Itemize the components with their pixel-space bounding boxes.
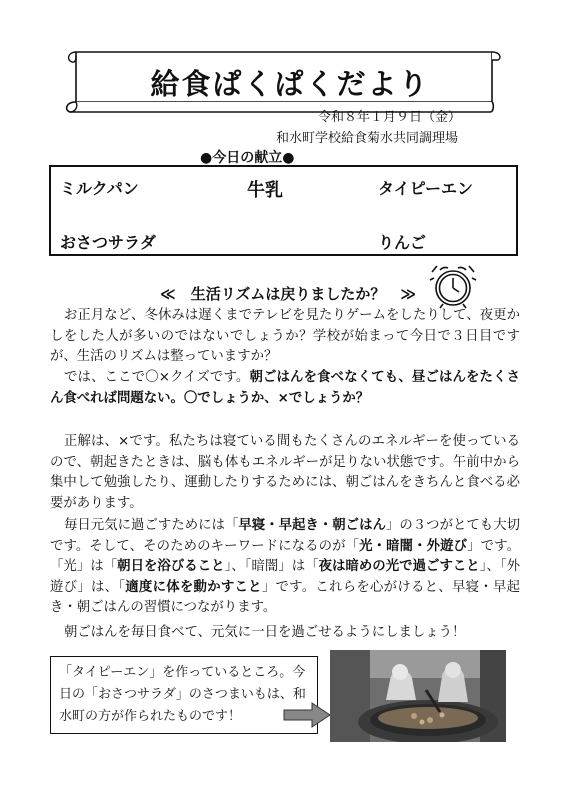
paragraph-closing: 朝ごはんを毎日食べて、元気に一日を過ごせるようにしましょう！ (64, 625, 466, 640)
school-name: 和水町学校給食菊水共同調理場 (276, 131, 459, 146)
menu-item: 牛乳 (247, 180, 283, 201)
menu-item: りんご (378, 233, 427, 252)
paragraph-quiz: では、ここで〇×クイズです。朝ごはんを食べなくても、昼ごはんをたくさん食べれば問題ない。〇でしょうか、×でしょうか？ (50, 370, 521, 406)
menu-item: タイピーエン (378, 179, 474, 198)
paragraph-intro: お正月など、冬休みは遅くまでテレビを見たりゲームをしたりして、夜更かしをした人が多いのではないでしょうか？学校が始まって今日で３日目ですが、生活のリズムは整っていますか？ (50, 308, 520, 364)
paragraph-keywords: 毎日元気に過ごすためには「早寝・早起き・朝ごはん」の３つがとても大切です。そして、そのためのキーワードになるのが「光・暗闇・外遊び」です。「光」は「朝日を浴びること」、「暗闇」は「夜は暗めの光で過ごすこと」、「外遊び」は、「適度に体を動かすこと」です。これらを心がけると、早寝・早起き・朝ごはんの習慣につながります。 (50, 518, 521, 615)
arrow-right-icon (282, 700, 332, 730)
menu-item: ミルクパン (60, 179, 139, 198)
photo-caption-box: 「タイピーエン」を作っているところ。今日の「おさつサラダ」のさつまいもは、和水町の方が作られたものです！ (50, 656, 318, 734)
menu-item: おさつサラダ (60, 233, 156, 252)
article-headline: ≪ 生活リズムは戻りましたか？ ≫ (160, 285, 417, 303)
cooking-photo (330, 650, 506, 742)
paragraph-answer: 正解は、×です。私たちは寝ている間もたくさんのエネルギーを使っているので、朝起きたときは、脳も体もエネルギーが足りない状態です。午前中から集中して勉強したり、運動したりするためには、朝ごはんをきちんと食べる必要があります。 (50, 434, 520, 511)
newsletter-title: 給食ぱくぱくだより (150, 67, 430, 101)
alarm-clock-icon (428, 262, 478, 310)
quiz-question: 朝ごはんを食べなくても、昼ごはんをたくさん食べれば問題ない。〇でしょうか、×でしょうか？ (50, 370, 521, 406)
issue-date: 令和８年１月９日（金） (318, 110, 462, 125)
menu-heading: ●今日の献立● (200, 150, 295, 166)
